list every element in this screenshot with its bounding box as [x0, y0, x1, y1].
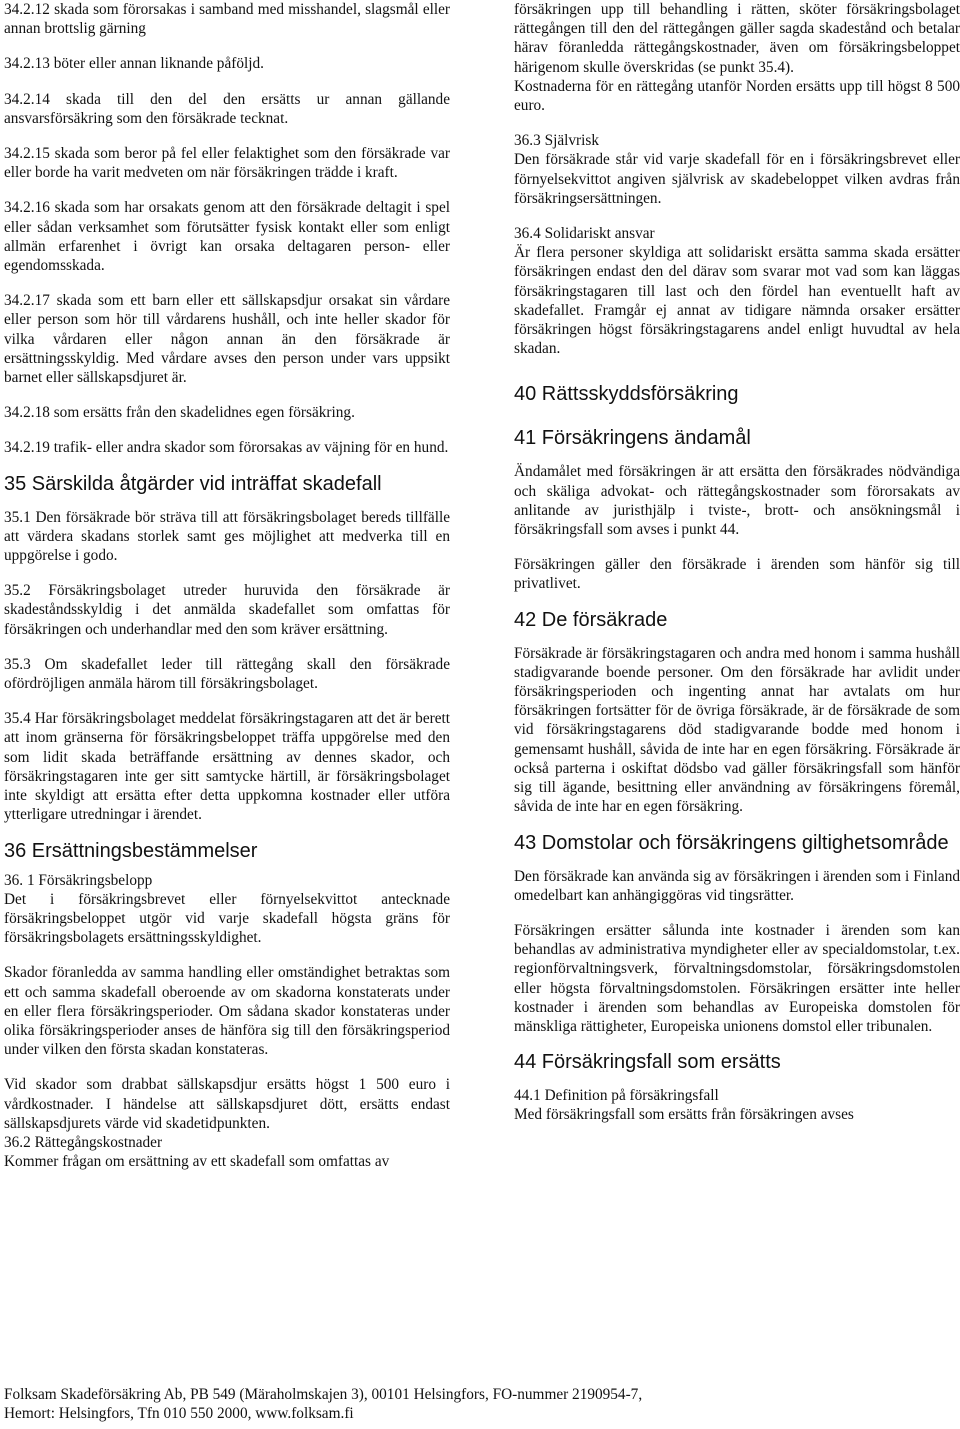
clause-36-1-body: Det i försäkringsbrevet eller förnyelsekvittot antecknade försäkringsbeloppet utgör vid varje skadefall högsta gräns för försäkringsbolagets ersättningsskyldighet. [4, 890, 450, 947]
heading-42: 42 De försäkrade [514, 608, 668, 631]
heading-35: 35 Särskilda åtgärder vid inträffat skadefall [4, 472, 382, 495]
clause-43-exclusions: Försäkringen ersätter sålunda inte kostnader i ärenden som kan behandlas av administrativa myndigheter eller av specialdomstolar, t.ex. regionförvaltningsverk, förvaltningsdomstolar, försäkringsdomstolen eller högsta förvaltningsdomstolen. Försäkringen ersätter inte heller kostnader i ärenden som behandlas av Europeiska domstolen för mänskliga rättigheter, Europeiska unionens domstol eller tribunalen. [514, 921, 960, 1035]
right-column [514, 0, 960, 1125]
clause-36-4-title: 36.4 Solidariskt ansvar [514, 225, 655, 243]
heading-43: 43 Domstolar och försäkringens giltighetsområde [514, 831, 949, 854]
heading-44: 44 Försäkringsfall som ersätts [514, 1051, 781, 1074]
clause-34-2-16: 34.2.16 skada som har orsakats genom att den försäkrade deltagit i spel eller sådan verksamhet som förutsätter fysisk kontakt eller som enligt allmän erfarenhet i övrigt kan orsaka deltagaren person- eller egendomsskada. [4, 199, 450, 275]
clause-42-body: Försäkrade är försäkringstagaren och andra med honom i samma hushåll stadigvarande boende personer. Om den försäkrade har avlidit under försäkringsperioden och ingenting annat har avtalats om hur försäkringen fortsätter för de övriga försäkrade, är de försäkrade de som vid försäkringstagarens död stadigvarande bodde med honom i gemensamt hushåll, såvida de inte har en egen försäkring. Försäkrade är också parterna i oskiftat dödsbo vad gäller försäkringsfall som hänför sig till ägande, besittning eller användning av försäkringens föremål, såvida de inte har en egen försäkring. [514, 644, 960, 816]
clause-36-2-utanfor-norden: Kostnaderna för en rättegång utanför Norden ersätts upp till högst 8 500 euro. [514, 77, 960, 115]
clause-36-2-cont: försäkringen upp till behandling i rätten, sköter försäkringsbolaget rättegången till den del rättegången gäller sagda skadestånd och betalar härav föranledda rättegångskostnader, även om försäkringsbeloppet härigenom skulle överskridas (se punkt 35.4). [514, 1, 960, 76]
heading-41: 41 Försäkringens ändamål [514, 427, 751, 450]
clause-35-4: 35.4 Har försäkringsbolaget meddelat försäkringstagaren att det är berett att inom gränserna för försäkringsbeloppet träffa uppgörelse med den som lidit skada beträffande ersättning av dennes skador, och försäkringstagaren inte ger sitt samtycke härtill, är försäkringsbolaget inte skyldigt att ersätta efter detta uppkomna kostnader eller utföra ytterligare utredningar i ärendet. [4, 710, 450, 824]
clause-36-1-sallskapsdjur: Vid skador som drabbat sällskapsdjur ersätts högst 1 500 euro i vårdkostnader. I händelse att sällskapsdjuret dött, ersätts endast sällskapsdjurets värde vid skadetidpunkten. [4, 1076, 450, 1132]
clause-41-purpose: Ändamålet med försäkringen är att ersätta den försäkrades nödvändiga och skäliga advokat- och rättegångskostnader som förorsakats av anlitande av juristhjälp i tviste-, brott- och ansökningsmål i försäkringsfall som avses i punkt 44. [514, 463, 960, 539]
clause-35-1: 35.1 Den försäkrade bör sträva till att försäkringsbolaget bereds tillfälle att värdera skadans storlek samt ges möjlighet att medverka till en uppgörelse i godo. [4, 508, 450, 565]
clause-36-4-body: Är flera personer skyldiga att solidariskt ersätta samma skada ersätter försäkringen endast den del därav som svarar mot vad som kan läggas försäkringstagaren till last och den fördel han eventuellt haft av skadefallet. Framgår ej annat av tidigare nämnda orsaker ersätter försäkringen högst försäkringstagarens andel enligt huvudtal av hela skadan. [514, 244, 960, 358]
heading-40: 40 Rättsskyddsförsäkring [514, 383, 739, 406]
clause-36-2-body: Kommer frågan om ersättning av ett skadefall som omfattas av [4, 1153, 390, 1171]
clause-34-2-18: 34.2.18 som ersätts från den skadelidnes egen försäkring. [4, 404, 355, 422]
footer-company-line: Folksam Skadeförsäkring Ab, PB 549 (Märaholmskajen 3), 00101 Helsingfors, FO-nummer 2190954-7, [4, 1386, 643, 1403]
footer-contact-line: Hemort: Helsingfors, Tfn 010 550 2000, www.folksam.fi [4, 1405, 354, 1423]
clause-36-3-body: Den försäkrade står vid varje skadefall för en i försäkringsbrevet eller förnyelsekvittot angiven självrisk av skadebeloppet vilken avdras från försäkringsersättningen. [514, 151, 960, 207]
clause-35-3: 35.3 Om skadefallet leder till rättegång skall den försäkrade ofördröjligen anmäla härom till försäkringsbolaget. [4, 655, 450, 693]
clause-36-2-title: 36.2 Rättegångskostnader [4, 1133, 163, 1151]
clause-36-1-skador: Skador föranledda av samma handling eller omständighet betraktas som ett och samma skadefall oberoende av om skadorna konstaterats under en eller flera försäkringsperioder. Om sådana skador konstateras under olika försäkringsperioder anses de hänföra sig till den försäkringsperiod under vilken den första skadan konstateras. [4, 964, 450, 1059]
clause-43-tingsratter: Den försäkrade kan använda sig av försäkringen i ärenden som i Finland omedelbart kan anhängiggöras vid tingsrätter. [514, 867, 960, 904]
clause-44-1-title: 44.1 Definition på försäkringsfall [514, 1087, 719, 1105]
clause-35-2: 35.2 Försäkringsbolaget utreder huruvida den försäkrade är skadeståndsskyldig i det anmälda skadefallet som omfattas för försäkringen och underhandlar med den som kräver ersättning. [4, 582, 450, 638]
page-footer [4, 1385, 944, 1423]
clause-41-privatliv: Försäkringen gäller den försäkrade i ärenden som hänför sig till privatlivet. [514, 556, 960, 593]
clause-34-2-17: 34.2.17 skada som ett barn eller ett sällskapsdjur orsakat sin vårdare eller person som hör till vårdarens hushåll, och inte heller skador för vilka vårdaren eller någon annan än den försäkrade är ersättningsskyldig. Med vårdare avses den person under vars uppsikt barnet eller sällskapsdjuret är. [4, 292, 450, 387]
clause-34-2-13: 34.2.13 böter eller annan liknande påföljd. [4, 55, 264, 73]
left-column [4, 0, 450, 1171]
clause-34-2-14: 34.2.14 skada till den del den ersätts ur annan gällande ansvarsförsäkring som den försäkrade tecknat. [4, 90, 450, 127]
clause-36-1-title: 36. 1 Försäkringsbelopp [4, 871, 153, 889]
clause-34-2-12: 34.2.12 skada som förorsakas i samband med misshandel, slagsmål eller annan brottslig gärning [4, 1, 450, 38]
clause-34-2-19: 34.2.19 trafik- eller andra skador som förorsakas av väjning för en hund. [4, 439, 449, 457]
clause-44-1-body: Med försäkringsfall som ersätts från försäkringen avses [514, 1106, 854, 1124]
clause-36-3-title: 36.3 Självrisk [514, 132, 599, 150]
heading-36: 36 Ersättningsbestämmelser [4, 839, 258, 862]
clause-34-2-15: 34.2.15 skada som beror på fel eller felaktighet som den försäkrade var eller borde ha varit medveten om när försäkringen trädde i kraft. [4, 145, 450, 182]
